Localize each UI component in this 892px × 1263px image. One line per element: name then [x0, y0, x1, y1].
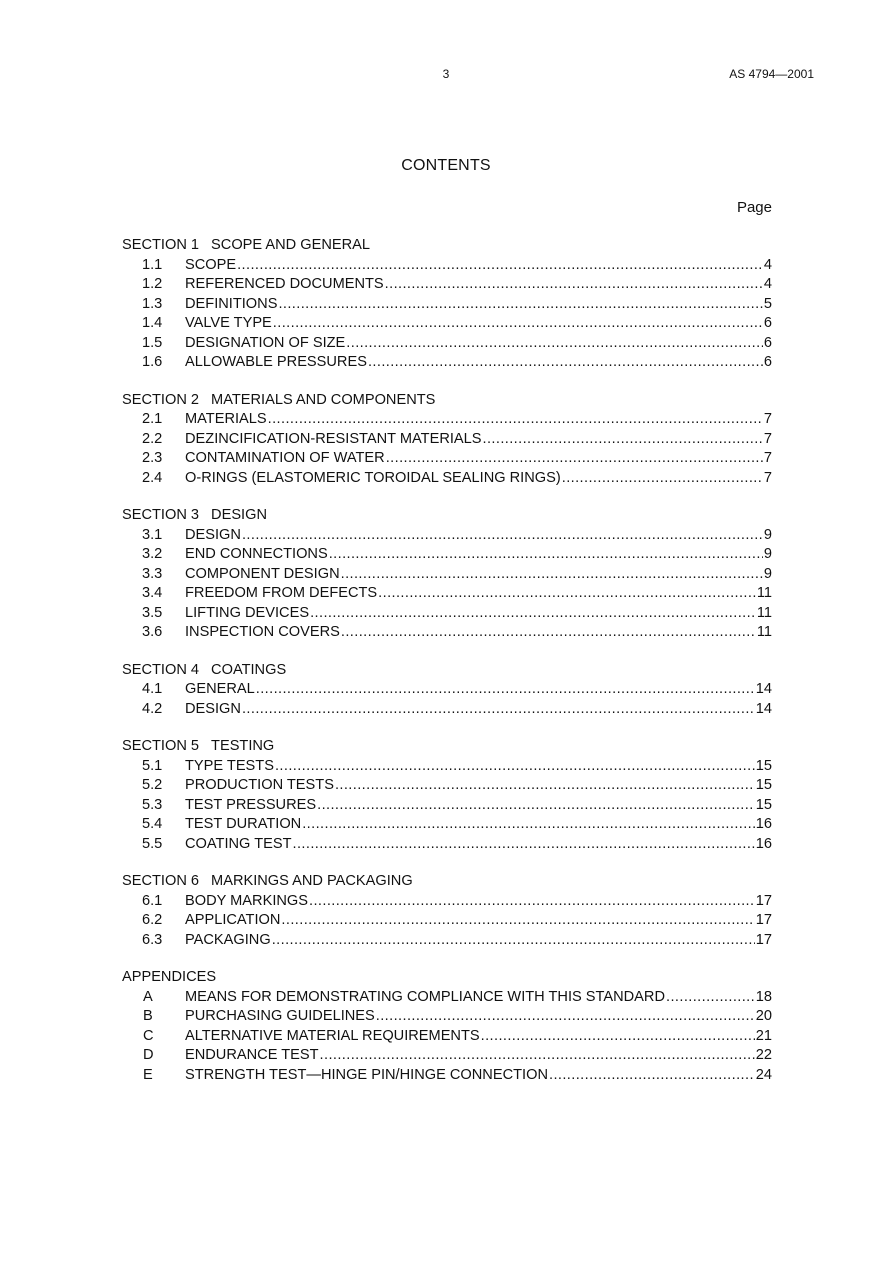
entry-label: DEFINITIONS	[185, 295, 278, 312]
toc-entry[interactable]	[122, 931, 772, 951]
section-heading	[122, 236, 772, 256]
entry-number: 4.2	[142, 700, 163, 717]
entry-label: O-RINGS (ELASTOMERIC TOROIDAL SEALING RINGS)	[185, 469, 561, 486]
appendix-entry[interactable]	[122, 1046, 772, 1066]
entry-label: COMPONENT DESIGN	[185, 565, 340, 582]
toc-entry[interactable]	[122, 835, 772, 855]
entry-number: 3.6	[142, 624, 163, 640]
entry-page: 17	[755, 912, 772, 928]
dot-leader	[278, 295, 762, 315]
entry-label: DESIGN	[185, 700, 241, 717]
appendix-entry[interactable]	[122, 1027, 772, 1047]
section-number: SECTION 3	[122, 507, 200, 523]
dot-leader	[341, 623, 756, 643]
contents-title: CONTENTS	[401, 157, 491, 174]
entry-label: BODY MARKINGS	[185, 892, 308, 909]
toc-section-4	[122, 661, 772, 720]
entry-number: 5.1	[142, 757, 163, 774]
entry-label: VALVE TYPE	[185, 315, 272, 331]
toc-entry[interactable]	[122, 623, 772, 643]
entry-page: 15	[755, 777, 772, 793]
entry-label: GENERAL	[185, 681, 255, 697]
entry-number: 6.3	[142, 931, 163, 948]
entry-page: 16	[755, 835, 772, 852]
entry-number: 2.1	[142, 411, 163, 427]
entry-page: 17	[755, 892, 772, 909]
toc-section-1	[122, 236, 772, 373]
dot-leader	[341, 565, 763, 585]
dot-leader	[483, 430, 763, 450]
entry-label: ENDURANCE TEST	[185, 1047, 319, 1063]
dot-leader	[320, 1046, 755, 1066]
entry-label: MEANS FOR DEMONSTRATING COMPLIANCE WITH THIS STANDARD	[185, 988, 665, 1005]
toc-entry[interactable]	[122, 815, 772, 835]
section-title: MATERIALS AND COMPONENTS	[211, 391, 436, 408]
dot-leader	[481, 1027, 755, 1047]
entry-number: 3.2	[142, 546, 163, 562]
entry-number: 1.6	[142, 354, 163, 370]
dot-leader	[302, 815, 755, 835]
entry-label: APPLICATION	[185, 912, 281, 928]
toc-entry[interactable]	[122, 469, 772, 489]
section-title: SCOPE AND GENERAL	[211, 237, 371, 253]
appendix-letter: B	[143, 1008, 153, 1024]
entry-label: END CONNECTIONS	[185, 546, 328, 562]
entry-number: 2.3	[142, 450, 163, 466]
section-number: SECTION 4	[122, 661, 200, 678]
entry-label: PURCHASING GUIDELINES	[185, 1008, 375, 1024]
entry-label: DESIGNATION OF SIZE	[185, 334, 346, 351]
toc-entry[interactable]	[122, 449, 772, 469]
appendix-letter: D	[143, 1047, 154, 1063]
toc-entry[interactable]	[122, 911, 772, 931]
entry-label: PRODUCTION TESTS	[185, 777, 334, 793]
entry-number: 2.2	[142, 430, 163, 447]
entry-label: CONTAMINATION OF WATER	[185, 450, 385, 466]
section-title: TESTING	[211, 738, 275, 754]
entry-label: SCOPE	[185, 256, 237, 273]
dot-leader	[242, 526, 763, 546]
entry-label: ALTERNATIVE MATERIAL REQUIREMENTS	[185, 1027, 480, 1044]
entry-number: 3.5	[142, 604, 163, 621]
toc-entry[interactable]	[122, 796, 772, 816]
entry-label: TYPE TESTS	[185, 757, 274, 774]
entry-page: 4	[763, 256, 772, 273]
dot-leader	[562, 469, 763, 489]
dot-leader	[309, 892, 755, 912]
entry-page: 11	[756, 585, 772, 601]
entry-label: INSPECTION COVERS	[185, 624, 340, 640]
page-number: 3	[442, 67, 450, 81]
section-number: SECTION 5	[122, 738, 200, 754]
entry-number: 1.3	[142, 295, 163, 312]
dot-leader	[275, 757, 755, 777]
toc-section-5	[122, 737, 772, 854]
dot-leader	[268, 410, 763, 430]
entry-number: 5.2	[142, 777, 163, 793]
entry-page: 7	[763, 450, 772, 466]
entry-page: 7	[763, 411, 772, 427]
dot-leader	[386, 449, 763, 469]
entry-number: 3.1	[142, 526, 163, 543]
entry-number: 1.2	[142, 276, 163, 292]
dot-leader	[256, 680, 755, 700]
toc-entry[interactable]	[122, 545, 772, 565]
entry-label: STRENGTH TEST—HINGE PIN/HINGE CONNECTION	[185, 1066, 548, 1083]
entry-label: TEST PRESSURES	[185, 796, 317, 813]
toc-appendices	[122, 968, 772, 1085]
section-number: SECTION 6	[122, 873, 200, 889]
entry-label: FREEDOM FROM DEFECTS	[185, 585, 378, 601]
section-heading	[122, 506, 772, 526]
entry-page: 9	[763, 546, 772, 562]
entry-label: MATERIALS	[185, 411, 267, 427]
entry-page: 11	[756, 604, 772, 621]
entry-label: DEZINCIFICATION-RESISTANT MATERIALS	[185, 430, 482, 447]
toc-entry[interactable]	[122, 410, 772, 430]
entry-page: 20	[755, 1008, 772, 1024]
entry-page: 4	[763, 276, 772, 292]
entry-page: 9	[763, 526, 772, 543]
entry-page: 22	[755, 1047, 772, 1063]
entry-number: 3.4	[142, 585, 163, 601]
entry-page: 7	[763, 469, 772, 486]
toc-entry[interactable]	[122, 584, 772, 604]
toc-entry[interactable]	[122, 680, 772, 700]
entry-number: 1.5	[142, 334, 163, 351]
appendix-entry[interactable]	[122, 1066, 772, 1086]
entry-page: 9	[763, 565, 772, 582]
toc-entry[interactable]	[122, 314, 772, 334]
table-of-contents	[122, 236, 772, 1103]
toc-entry[interactable]	[122, 776, 772, 796]
dot-leader	[329, 545, 763, 565]
section-title: COATINGS	[211, 661, 287, 678]
appendix-letter: A	[143, 988, 153, 1005]
toc-entry[interactable]	[122, 565, 772, 585]
dot-leader	[272, 931, 755, 951]
dot-leader	[376, 1007, 755, 1027]
section-title: DESIGN	[211, 507, 267, 523]
section-heading	[122, 391, 772, 411]
entry-page: 6	[763, 334, 772, 351]
entry-number: 5.5	[142, 835, 163, 852]
dot-leader	[242, 700, 755, 720]
entry-number: 5.4	[142, 816, 163, 832]
toc-entry[interactable]	[122, 604, 772, 624]
section-heading	[122, 737, 772, 757]
toc-section-2	[122, 391, 772, 489]
entry-number: 2.4	[142, 469, 163, 486]
dot-leader	[237, 256, 763, 276]
section-heading	[122, 661, 772, 681]
appendix-entry[interactable]	[122, 1007, 772, 1027]
toc-section-6	[122, 872, 772, 950]
toc-entry[interactable]	[122, 430, 772, 450]
entry-number: 3.3	[142, 565, 163, 582]
dot-leader	[549, 1066, 755, 1086]
toc-entry[interactable]	[122, 275, 772, 295]
entry-number: 6.2	[142, 912, 163, 928]
toc-entry[interactable]	[122, 700, 772, 720]
entry-page: 17	[755, 931, 772, 948]
appendix-entry[interactable]	[122, 988, 772, 1008]
entry-page: 14	[755, 681, 772, 697]
entry-label: REFERENCED DOCUMENTS	[185, 276, 384, 292]
entry-label: ALLOWABLE PRESSURES	[185, 354, 367, 370]
entry-page: 15	[755, 757, 772, 774]
entry-number: 1.1	[142, 256, 163, 273]
entry-page: 11	[756, 624, 772, 640]
toc-entry[interactable]	[122, 256, 772, 276]
dot-leader	[378, 584, 756, 604]
dot-leader	[293, 835, 755, 855]
dot-leader	[666, 988, 755, 1008]
appendix-letter: E	[143, 1066, 153, 1083]
toc-entry[interactable]	[122, 526, 772, 546]
dot-leader	[385, 275, 763, 295]
entry-number: 4.1	[142, 681, 163, 697]
entry-number: 6.1	[142, 892, 163, 909]
dot-leader	[273, 314, 763, 334]
entry-page: 5	[763, 295, 772, 312]
entry-number: 1.4	[142, 315, 163, 331]
page-column-label: Page	[736, 199, 772, 216]
entry-page: 16	[755, 816, 772, 832]
entry-page: 6	[763, 315, 772, 331]
dot-leader	[281, 911, 754, 931]
dot-leader	[310, 604, 756, 624]
appendices-heading: APPENDICES	[122, 969, 217, 985]
section-number: SECTION 1	[122, 237, 200, 253]
entry-label: LIFTING DEVICES	[185, 604, 310, 621]
entry-label: DESIGN	[185, 526, 241, 543]
toc-entry[interactable]	[122, 892, 772, 912]
entry-number: 5.3	[142, 796, 163, 813]
toc-entry[interactable]	[122, 757, 772, 777]
dot-leader	[317, 796, 755, 816]
section-title: MARKINGS AND PACKAGING	[211, 873, 413, 889]
entry-page: 15	[755, 796, 772, 813]
toc-entry[interactable]	[122, 295, 772, 315]
entry-page: 21	[755, 1027, 772, 1044]
entry-page: 14	[755, 700, 772, 717]
entry-label: PACKAGING	[185, 931, 271, 948]
document-code: AS 4794—2001	[729, 67, 814, 81]
dot-leader	[368, 353, 763, 373]
entry-label: COATING TEST	[185, 835, 292, 852]
dot-leader	[335, 776, 755, 796]
toc-entry[interactable]	[122, 353, 772, 373]
entry-page: 24	[755, 1066, 772, 1083]
toc-section-3	[122, 506, 772, 643]
section-number: SECTION 2	[122, 391, 200, 408]
appendix-letter: C	[143, 1027, 154, 1044]
dot-leader	[346, 334, 763, 354]
entry-label: TEST DURATION	[185, 816, 302, 832]
entry-page: 6	[763, 354, 772, 370]
entry-page: 18	[755, 988, 772, 1005]
entry-page: 7	[763, 430, 772, 447]
toc-entry[interactable]	[122, 334, 772, 354]
section-heading	[122, 872, 772, 892]
